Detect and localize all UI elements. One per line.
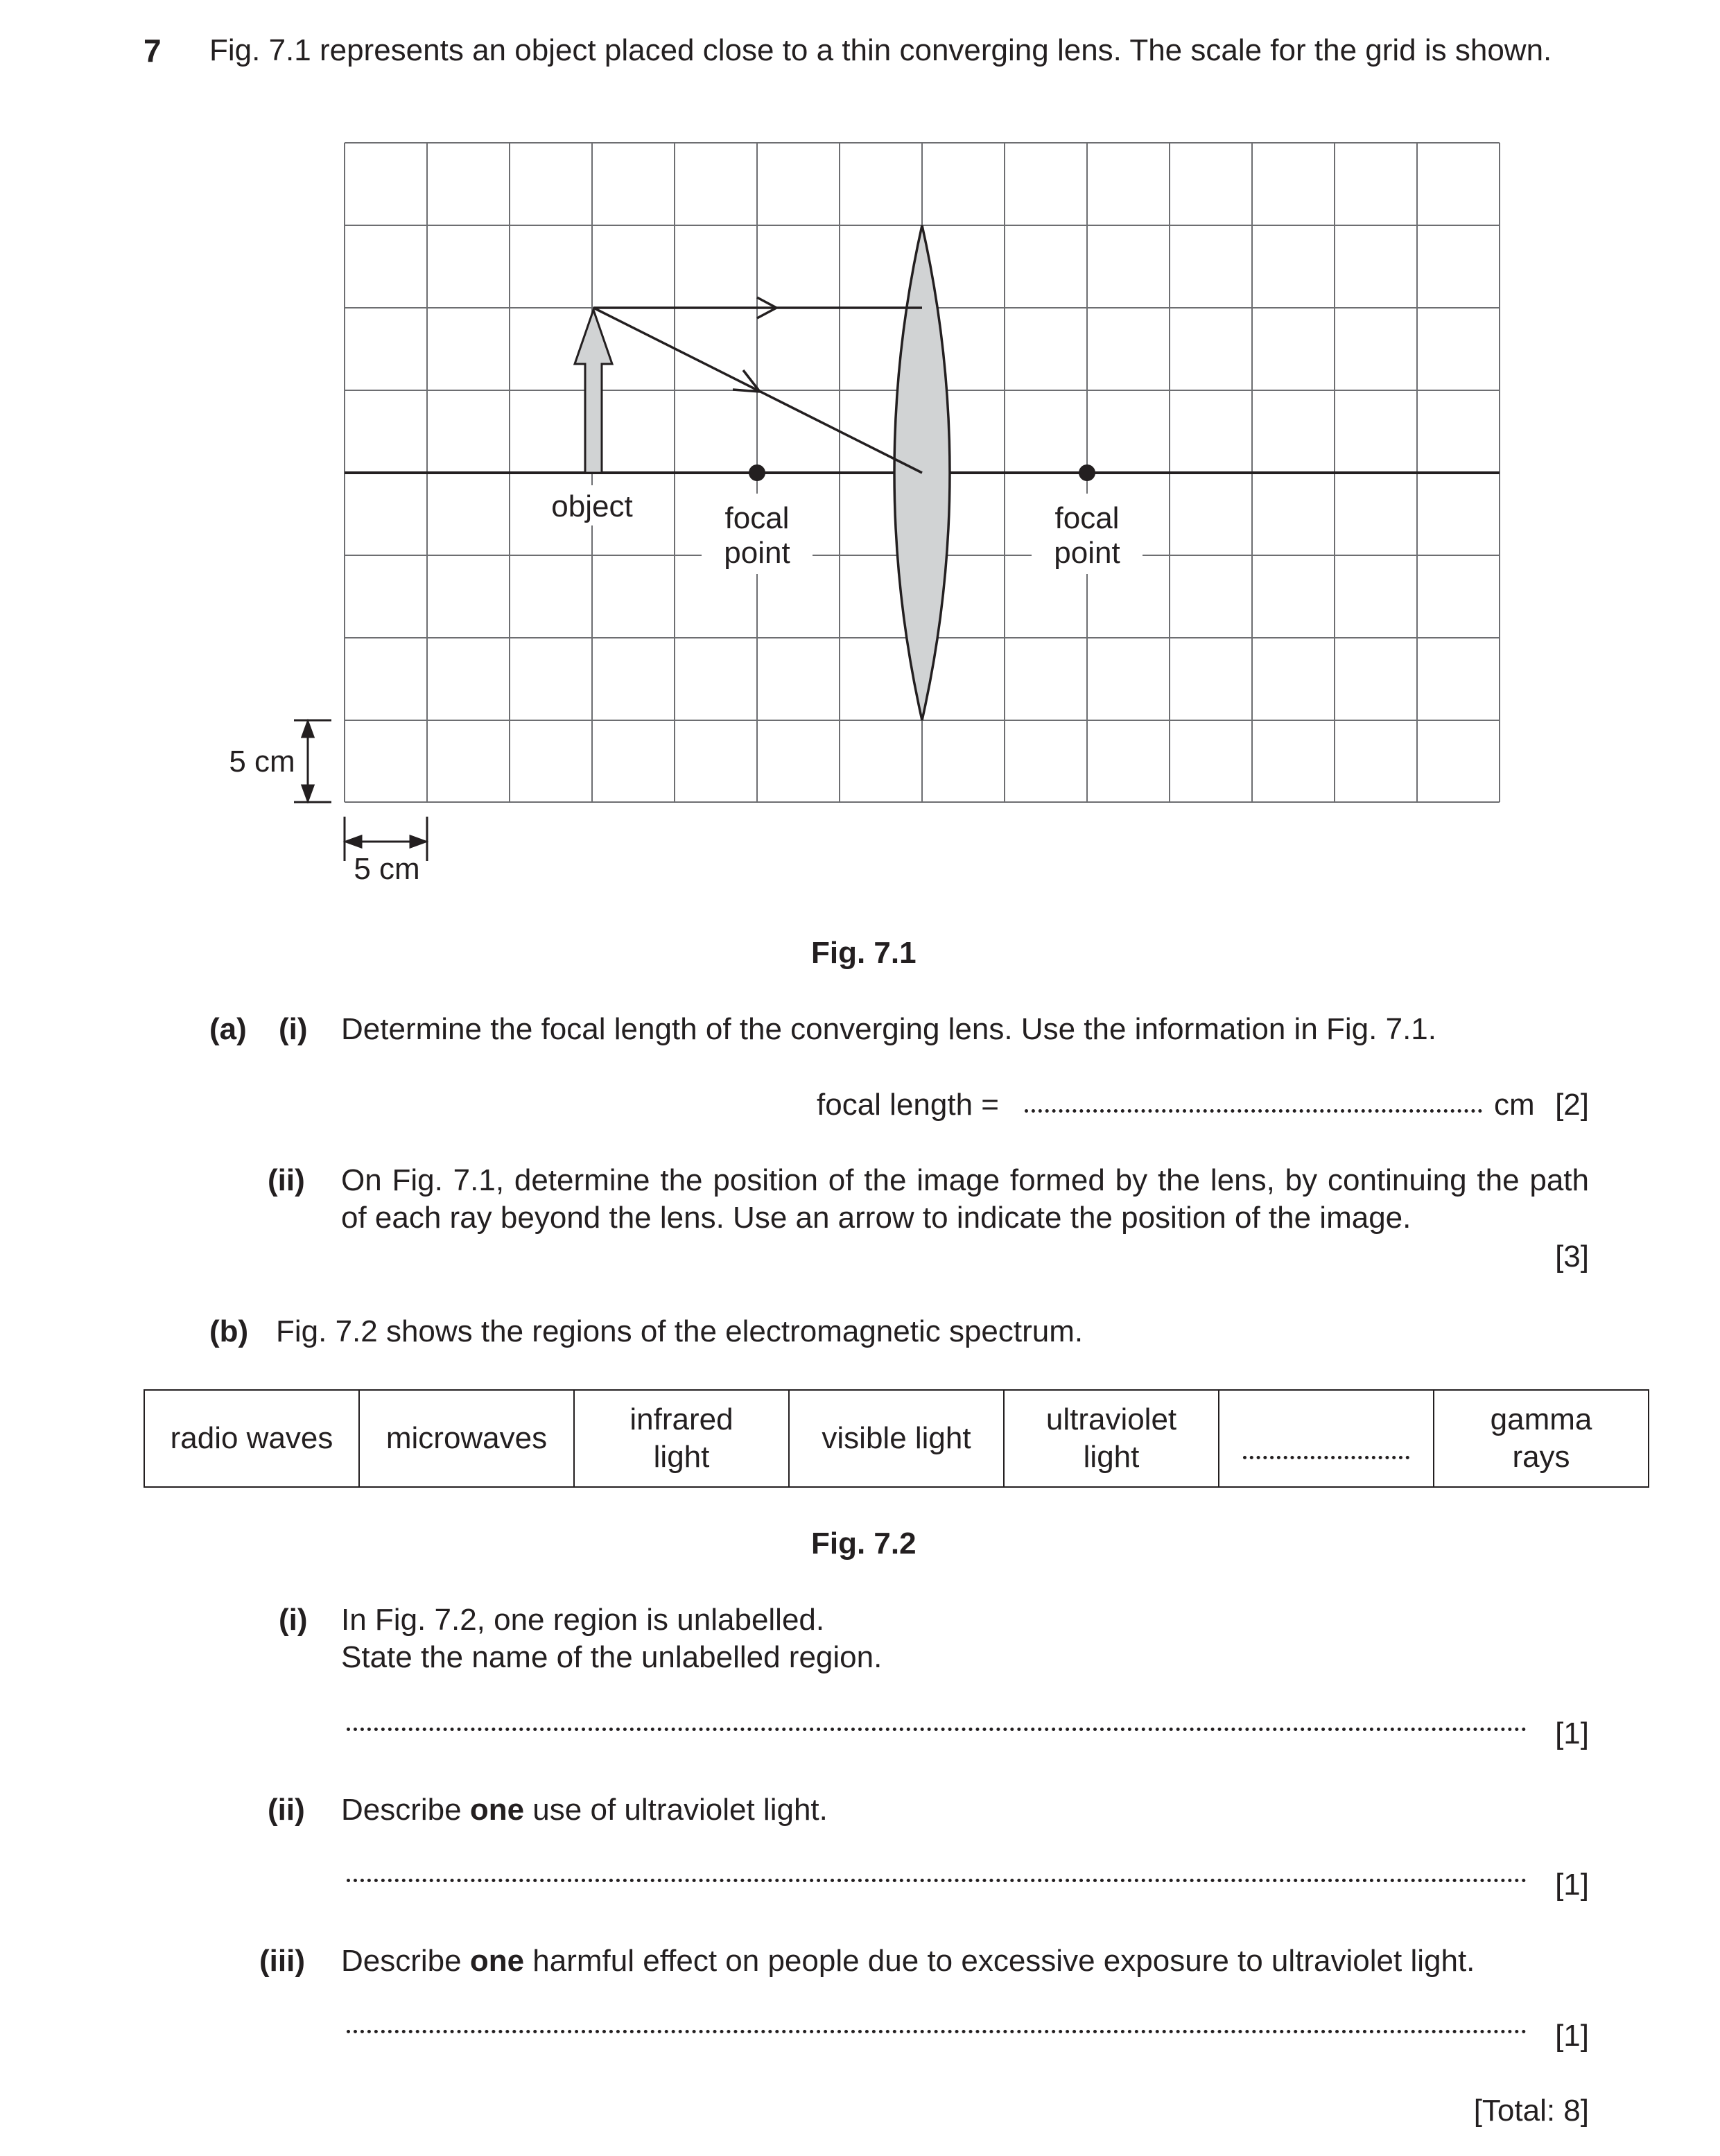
spectrum-gamma-line1: gamma bbox=[1490, 1402, 1592, 1436]
part-a-i-marks: [2] bbox=[1555, 1088, 1589, 1122]
part-a-label: (a) bbox=[209, 1012, 247, 1046]
horizontal-scale-label: 5 cm bbox=[354, 852, 420, 886]
part-b-iii-label: (iii) bbox=[259, 1944, 305, 1978]
vertical-scale-bar bbox=[294, 720, 331, 802]
total-marks: [Total: 8] bbox=[1473, 2094, 1589, 2128]
part-b-iii-bold: one bbox=[469, 1944, 525, 1978]
focal-length-prefix: focal length = bbox=[817, 1088, 999, 1122]
em-spectrum-table bbox=[144, 1389, 1649, 1488]
part-b-ii-label: (ii) bbox=[268, 1793, 305, 1827]
spectrum-gamma-rays bbox=[1434, 1390, 1649, 1487]
part-b-label: (b) bbox=[209, 1314, 249, 1348]
spectrum-gamma-line2: rays bbox=[1512, 1440, 1570, 1474]
spectrum-ultraviolet bbox=[1004, 1390, 1219, 1487]
focal-length-unit: cm bbox=[1494, 1088, 1535, 1122]
part-a-ii-text: On Fig. 7.1, determine the position of the image formed by the lens, by continuing the path of each ray beyond the lens. Use an arrow to indicate the position of the image. bbox=[341, 1163, 1589, 1235]
part-b-ii-bold: one bbox=[469, 1793, 525, 1827]
focal-point-right-dot bbox=[1079, 464, 1095, 481]
spectrum-microwaves: microwaves bbox=[359, 1390, 574, 1487]
part-b-iii-text bbox=[341, 1942, 1475, 1980]
vertical-scale-label: 5 cm bbox=[229, 745, 295, 779]
spectrum-uv-line1: ultraviolet bbox=[1045, 1402, 1177, 1436]
focal-length-answer-line[interactable] bbox=[1025, 1102, 1482, 1113]
part-b-i-answer-line[interactable] bbox=[347, 1721, 1527, 1731]
em-spectrum-row bbox=[144, 1390, 1649, 1487]
part-b-text: Fig. 7.2 shows the regions of the electromagnetic spectrum. bbox=[276, 1314, 1084, 1348]
object-arrow bbox=[575, 310, 612, 473]
part-b-iii-post: harmful effect on people due to excessive exposure to ultraviolet light. bbox=[524, 1944, 1475, 1978]
part-a-ii-label: (ii) bbox=[268, 1163, 305, 1197]
question-stem: Fig. 7.1 represents an object placed close to a thin converging lens. The scale for the grid is shown. bbox=[209, 33, 1552, 67]
part-b-ii-post: use of ultraviolet light. bbox=[524, 1793, 828, 1827]
part-b-i-line1: In Fig. 7.2, one region is unlabelled. bbox=[341, 1603, 825, 1637]
part-b-i-label: (i) bbox=[279, 1603, 308, 1637]
part-b-i-line2: State the name of the unlabelled region. bbox=[341, 1640, 883, 1674]
focal-point-left-label-2: point bbox=[724, 536, 790, 570]
part-b-iii-answer-line[interactable] bbox=[347, 2023, 1527, 2033]
figure-7-1-caption: Fig. 7.1 bbox=[811, 936, 917, 970]
part-b-ii-text bbox=[341, 1791, 828, 1829]
focal-point-left-label: focal bbox=[724, 501, 790, 535]
part-b-ii-marks: [1] bbox=[1555, 1868, 1589, 1902]
part-a-ii-marks: [3] bbox=[1555, 1240, 1589, 1273]
part-b-ii-answer-line[interactable] bbox=[347, 1872, 1527, 1882]
part-b-iii-marks: [1] bbox=[1555, 2019, 1589, 2053]
spectrum-infrared bbox=[574, 1390, 789, 1487]
spectrum-unlabelled-answer-line[interactable] bbox=[1243, 1450, 1409, 1459]
object-label: object bbox=[551, 489, 633, 523]
figure-7-2-caption: Fig. 7.2 bbox=[811, 1527, 917, 1561]
focal-point-right-label: focal bbox=[1054, 501, 1120, 535]
question-number: 7 bbox=[144, 33, 162, 69]
focal-point-right-label-2: point bbox=[1054, 536, 1120, 570]
spectrum-unlabelled-region[interactable] bbox=[1219, 1390, 1434, 1487]
spectrum-radio-waves: radio waves bbox=[144, 1390, 359, 1487]
spectrum-infrared-line2: light bbox=[653, 1440, 710, 1474]
figure-7-1 bbox=[0, 0, 1720, 915]
focal-point-left-dot bbox=[749, 464, 765, 481]
spectrum-visible-light: visible light bbox=[789, 1390, 1004, 1487]
part-b-ii-pre: Describe bbox=[341, 1793, 470, 1827]
spectrum-infrared-line1: infrared bbox=[629, 1402, 733, 1436]
spectrum-uv-line2: light bbox=[1083, 1440, 1140, 1474]
part-a-i-text: Determine the focal length of the converging lens. Use the information in Fig. 7.1. bbox=[341, 1012, 1436, 1046]
part-b-i-marks: [1] bbox=[1555, 1716, 1589, 1750]
part-b-iii-pre: Describe bbox=[341, 1944, 470, 1978]
part-a-i-label: (i) bbox=[279, 1012, 308, 1046]
